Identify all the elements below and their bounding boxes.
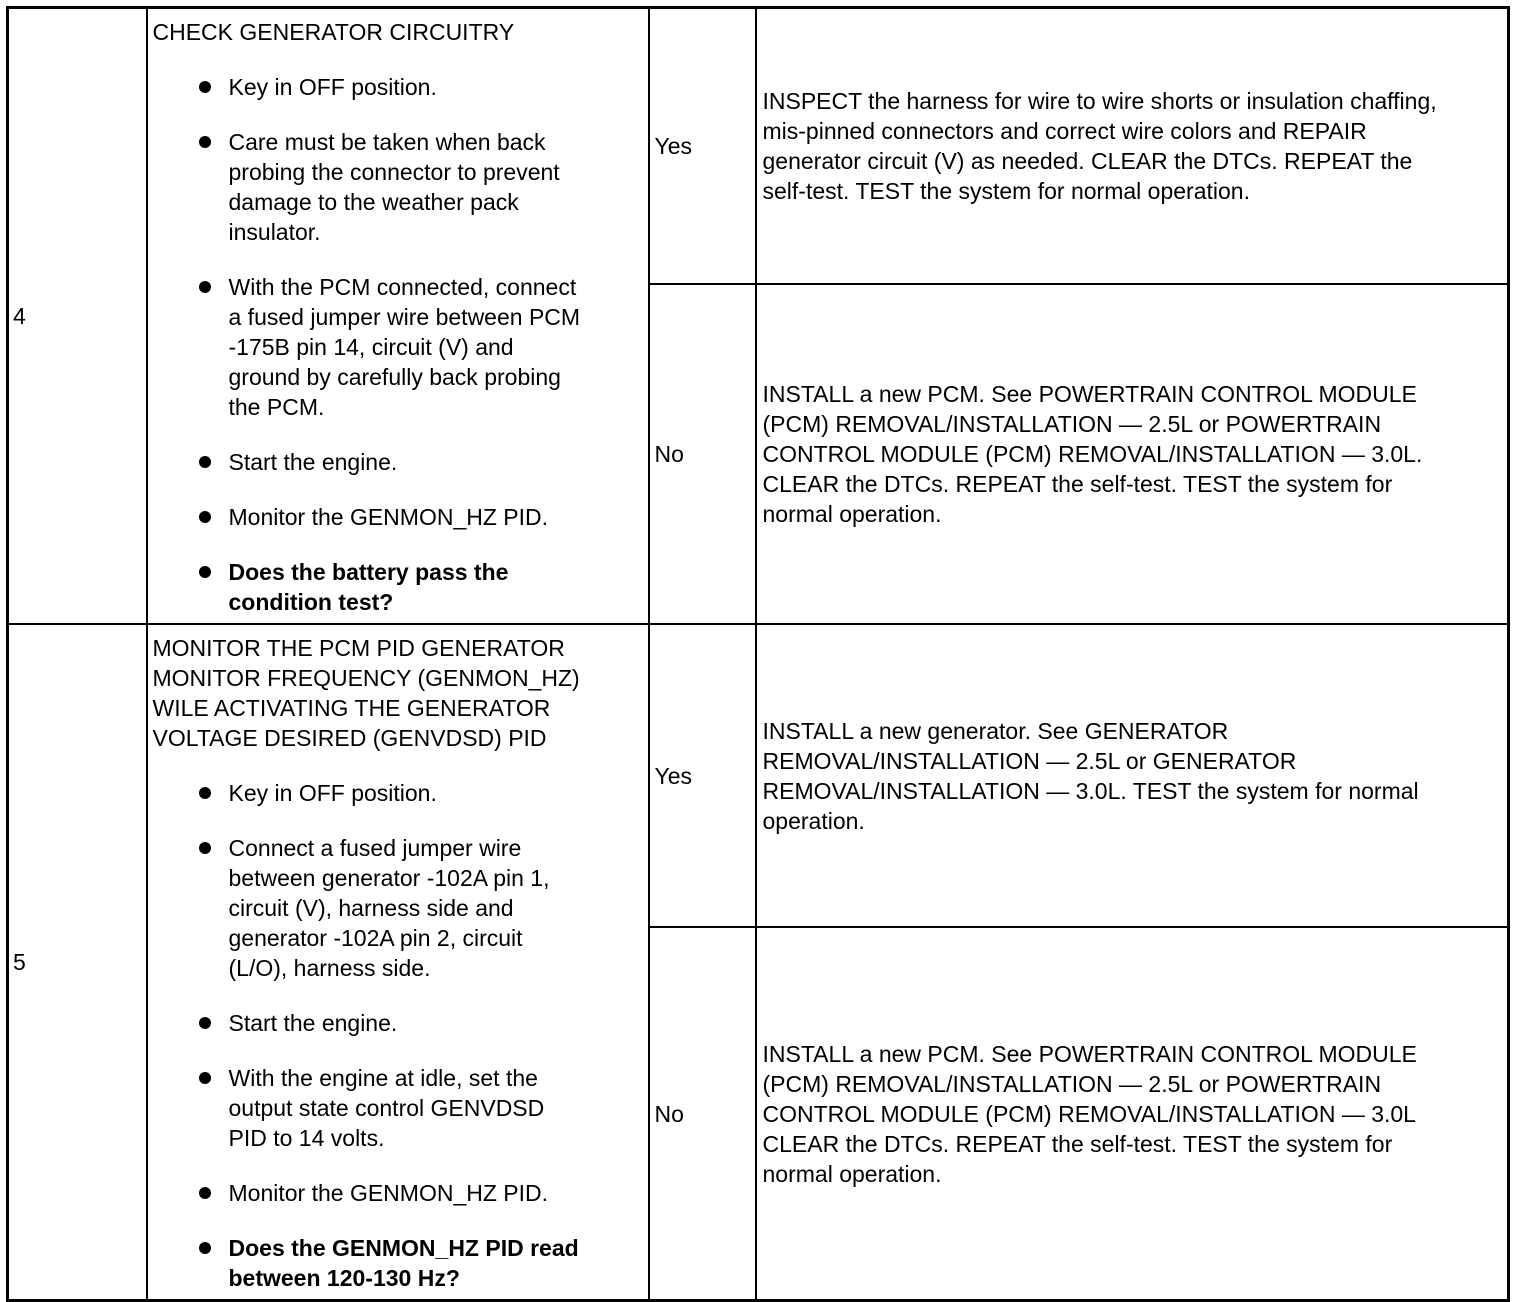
test-question: Does the GENMON_HZ PID read between 120-130 Hz? bbox=[153, 1233, 638, 1293]
step-number-cell bbox=[8, 624, 147, 1301]
bullet-icon bbox=[199, 566, 211, 578]
action-yes-text: INSTALL a new generator. See GENERATOR REMOVAL/INSTALLATION — 2.5L or GENERATOR REMOVAL/INSTALLATION — 3.0L. TEST the system for normal operation. bbox=[762, 717, 1419, 834]
list-item: With the PCM connected, connect a fused jumper wire between PCM -175B pin 14, circuit (V) and ground by carefully back probing the PCM. bbox=[153, 272, 638, 422]
action-yes-cell bbox=[756, 624, 1509, 927]
test-step-list bbox=[153, 778, 638, 1293]
answer-yes-cell bbox=[649, 8, 756, 284]
list-item: Start the engine. bbox=[153, 447, 638, 477]
step-number-cell bbox=[8, 8, 147, 625]
bullet-icon bbox=[199, 1017, 211, 1029]
test-step-list bbox=[153, 72, 638, 617]
bullet-icon bbox=[199, 842, 211, 854]
action-no-text: INSTALL a new PCM. See POWERTRAIN CONTROL MODULE (PCM) REMOVAL/INSTALLATION — 2.5L or POWERTRAIN CONTROL MODULE (PCM) REMOVAL/INSTALLATION — 3.0L CLEAR the DTCs. REPEAT the self-test. TEST the system for normal operation. bbox=[762, 1040, 1417, 1187]
action-no-cell bbox=[756, 927, 1509, 1300]
step-4-yes-row bbox=[8, 8, 1509, 284]
test-step-cell bbox=[147, 624, 649, 1301]
list-item: Key in OFF position. bbox=[153, 72, 638, 102]
test-step-cell bbox=[147, 8, 649, 625]
action-yes-text: INSPECT the harness for wire to wire shorts or insulation chaffing, mis-pinned connectors and correct wire colors and REPAIR generator circuit (V) as needed. CLEAR the DTCs. REPEAT the self-test. TEST the system for normal operation. bbox=[762, 87, 1437, 204]
answer-yes-label: Yes bbox=[654, 132, 693, 159]
answer-yes-cell bbox=[649, 624, 756, 927]
list-item: Connect a fused jumper wire between generator -102A pin 1, circuit (V), harness side and generator -102A pin 2, circuit (L/O), harness side. bbox=[153, 833, 638, 983]
answer-no-label: No bbox=[654, 1100, 684, 1127]
answer-no-cell bbox=[649, 927, 756, 1300]
test-step-heading: MONITOR THE PCM PID GENERATOR MONITOR FREQUENCY (GENMON_HZ) WILE ACTIVATING THE GENERATOR VOLTAGE DESIRED (GENVDSD) PID bbox=[152, 635, 580, 751]
bullet-icon bbox=[199, 1187, 211, 1199]
test-step-heading: CHECK GENERATOR CIRCUITRY bbox=[152, 19, 515, 45]
step-5-yes-row bbox=[8, 624, 1509, 927]
answer-no-cell bbox=[649, 284, 756, 625]
bullet-icon bbox=[199, 787, 211, 799]
list-item: Monitor the GENMON_HZ PID. bbox=[153, 1178, 638, 1208]
step-number: 5 bbox=[13, 949, 26, 975]
list-item: With the engine at idle, set the output state control GENVDSD PID to 14 volts. bbox=[153, 1063, 638, 1153]
bullet-icon bbox=[199, 136, 211, 148]
action-no-cell bbox=[756, 284, 1509, 625]
list-item: Monitor the GENMON_HZ PID. bbox=[153, 502, 638, 532]
list-item: Care must be taken when back probing the connector to prevent damage to the weather pack insulator. bbox=[153, 127, 638, 247]
list-item: Key in OFF position. bbox=[153, 778, 638, 808]
bullet-icon bbox=[199, 1242, 211, 1254]
action-yes-cell bbox=[756, 8, 1509, 284]
bullet-icon bbox=[199, 456, 211, 468]
pinpoint-test-table bbox=[6, 6, 1510, 1302]
bullet-icon bbox=[199, 81, 211, 93]
step-number: 4 bbox=[13, 303, 26, 329]
test-question: Does the battery pass the condition test? bbox=[153, 557, 638, 617]
list-item: Start the engine. bbox=[153, 1008, 638, 1038]
answer-yes-label: Yes bbox=[654, 762, 693, 789]
answer-no-label: No bbox=[654, 440, 684, 467]
bullet-icon bbox=[199, 281, 211, 293]
action-no-text: INSTALL a new PCM. See POWERTRAIN CONTROL MODULE (PCM) REMOVAL/INSTALLATION — 2.5L or POWERTRAIN CONTROL MODULE (PCM) REMOVAL/INSTALLATION — 3.0L. CLEAR the DTCs. REPEAT the self-test. TEST the system for normal operation. bbox=[762, 380, 1423, 527]
bullet-icon bbox=[199, 1072, 211, 1084]
bullet-icon bbox=[199, 511, 211, 523]
